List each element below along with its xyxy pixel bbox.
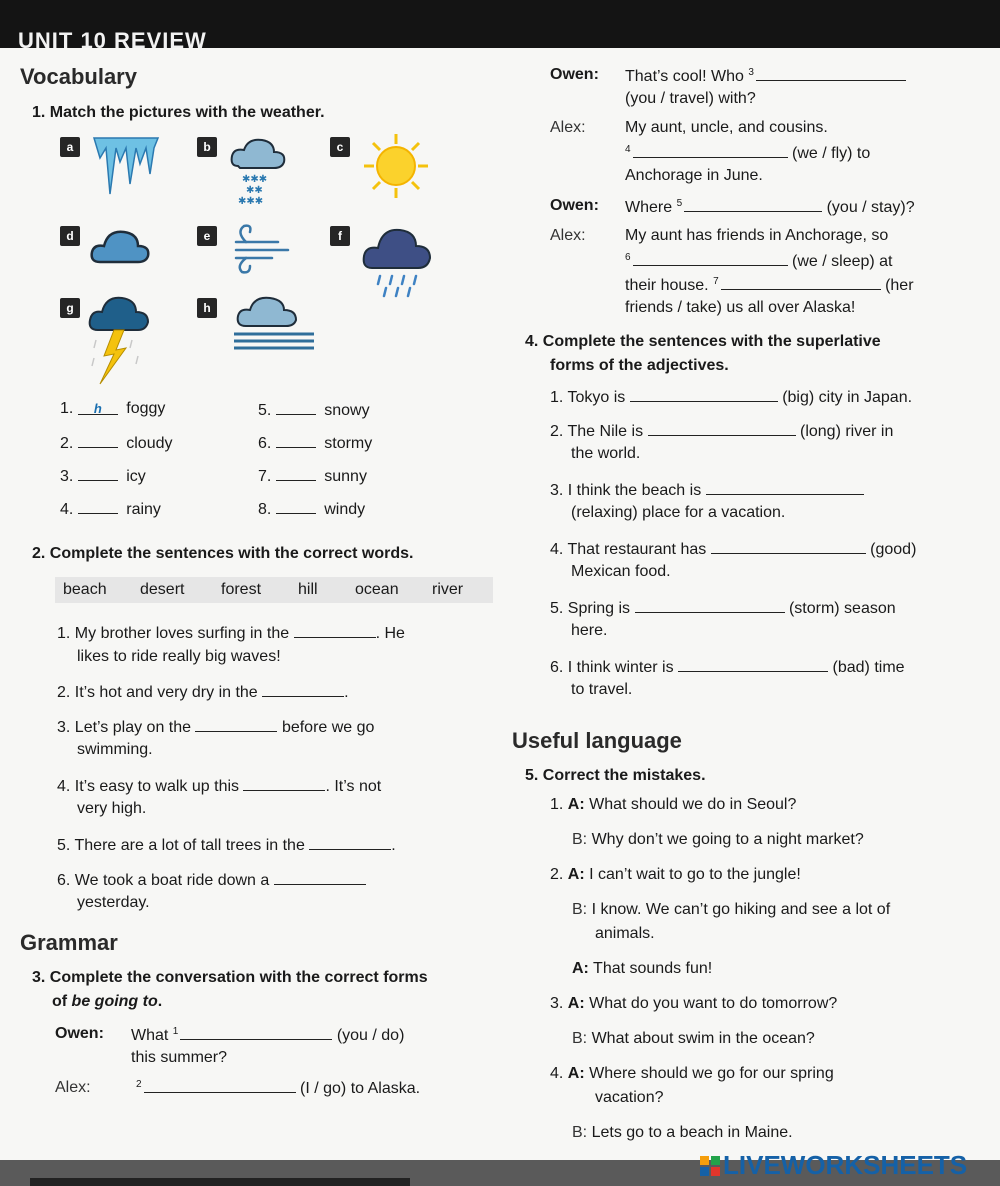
ex4-sentence-3: 3. I think the beach is xyxy=(550,480,864,500)
ex2-sentence-1: 1. My brother loves surfing in the . He xyxy=(57,625,405,642)
word-box xyxy=(55,577,493,603)
word-ocean: ocean xyxy=(355,581,399,598)
ex4-sentence-5: 5. Spring is (storm) season xyxy=(550,600,896,617)
word-river: river xyxy=(432,581,464,598)
speaker-owen-2: Owen: xyxy=(550,66,599,83)
ex5-2-a: 2. A: I can’t wait to go to the jungle! xyxy=(550,866,801,883)
ex5-1-b: B: Why don’t we going to a night market? xyxy=(572,831,864,848)
footer-strip xyxy=(30,1178,410,1186)
ex4-sentence-4-cont: Mexican food. xyxy=(571,563,671,580)
match-item-7: 7. sunny xyxy=(258,468,367,485)
logo-icon xyxy=(700,1156,720,1176)
ex1-title: 1. Match the pictures with the weather. xyxy=(32,104,325,121)
ex2-sentence-6-cont: yesterday. xyxy=(77,894,150,911)
match-item-6: 6. stormy xyxy=(258,435,373,452)
ex4-blank-1[interactable] xyxy=(630,387,778,402)
grammar-heading: Grammar xyxy=(20,930,118,955)
ex4-blank-6[interactable] xyxy=(678,657,828,672)
ex2-title: 2. Complete the sentences with the correct words. xyxy=(32,545,414,562)
ex2-sentence-1-cont: likes to ride really big waves! xyxy=(77,648,281,665)
ex2-sentence-3: 3. Let’s play on the before we go xyxy=(57,719,375,736)
sun-icon xyxy=(362,132,430,200)
speaker-alex-2: Alex: xyxy=(550,119,586,136)
ex4-sentence-5-cont: here. xyxy=(571,622,608,639)
ex4-blank-2[interactable] xyxy=(648,421,796,436)
conv-blank-6[interactable] xyxy=(633,251,788,266)
svg-text:✱✱: ✱✱ xyxy=(246,185,263,196)
match-item-5: 5. snowy xyxy=(258,402,370,419)
ex4-sentence-3-cont: (relaxing) place for a vacation. xyxy=(571,504,786,521)
conv-line-2: $^2$ (I / go) to Alaska. xyxy=(136,1078,421,1097)
ex4-blank-5[interactable] xyxy=(635,598,785,613)
ex5-4-a-cont: vacation? xyxy=(595,1089,664,1106)
ex5-4-a: 4. A: Where should we go for our spring xyxy=(550,1065,834,1082)
picture-label-a: a xyxy=(60,137,80,157)
match-item-3: 3. icy xyxy=(60,468,146,485)
conv-blank-4[interactable] xyxy=(633,143,788,158)
match-item-4: 4. rainy xyxy=(60,501,161,518)
ex3-title-line1: 3. Complete the conversation with the correct forms xyxy=(32,969,428,986)
ex4-sentence-6-cont: to travel. xyxy=(571,681,633,698)
word-forest: forest xyxy=(221,581,262,598)
conv-blank-7[interactable] xyxy=(721,275,881,290)
conv-line-7-end: friends / take) us all over Alaska! xyxy=(625,299,856,316)
picture-label-h: h xyxy=(197,298,217,318)
speaker-owen-3: Owen: xyxy=(550,197,599,214)
ex2-sentence-4-cont: very high. xyxy=(77,800,147,817)
ex5-title: 5. Correct the mistakes. xyxy=(525,767,706,784)
ex2-sentence-2: 2. It’s hot and very dry in the . xyxy=(57,684,349,701)
snow-cloud-icon xyxy=(228,136,288,208)
conv-line-3-cont: (you / travel) with? xyxy=(625,90,756,107)
cloud-icon xyxy=(90,222,152,266)
ex2-sentence-4: 4. It’s easy to walk up this . It’s not xyxy=(57,778,382,795)
conv-line-4-end: Anchorage in June. xyxy=(625,167,763,184)
word-desert: desert xyxy=(140,581,185,598)
unit-title: UNIT 10 REVIEW xyxy=(18,28,207,53)
answer-blank-8[interactable] xyxy=(276,499,316,514)
rain-cloud-icon xyxy=(362,222,434,302)
ex5-1-a: 1. A: What should we do in Seoul? xyxy=(550,796,797,813)
ex2-sentence-6: 6. We took a boat ride down a xyxy=(57,870,366,890)
picture-label-e: e xyxy=(197,226,217,246)
picture-label-f: f xyxy=(330,226,350,246)
vocabulary-heading: Vocabulary xyxy=(20,64,137,89)
ex2-blank-4[interactable] xyxy=(243,776,325,791)
picture-label-b: b xyxy=(197,137,217,157)
storm-cloud-icon xyxy=(88,292,154,388)
conv-line-5: Where $^5$ (you / stay)? xyxy=(625,197,915,216)
ex2-blank-5[interactable] xyxy=(309,835,391,850)
useful-language-heading: Useful language xyxy=(512,728,682,753)
conv-line-4: My aunt, uncle, and cousins. xyxy=(625,119,828,136)
ex4-blank-3[interactable] xyxy=(706,480,864,495)
conv-blank-5[interactable] xyxy=(684,197,822,212)
ex5-4-b: B: Lets go to a beach in Maine. xyxy=(572,1124,793,1141)
fog-icon xyxy=(230,292,318,356)
icicles-icon xyxy=(92,134,162,204)
ex5-3-a: 3. A: What do you want to do tomorrow? xyxy=(550,995,838,1012)
conv-line-7: their house. $^7$ (her xyxy=(625,275,914,294)
answer-blank-4[interactable] xyxy=(78,499,118,514)
match-item-8: 8. windy xyxy=(258,501,366,518)
conv-line-6-cont: $^6$ (we / sleep) at xyxy=(625,251,893,270)
ex4-blank-4[interactable] xyxy=(711,539,866,554)
conv-blank-3[interactable] xyxy=(756,66,906,81)
word-hill: hill xyxy=(298,581,318,598)
match-item-2: 2. cloudy xyxy=(60,435,173,452)
answer-blank-1[interactable]: h xyxy=(78,400,118,415)
ex2-sentence-3-cont: swimming. xyxy=(77,741,153,758)
answer-blank-3[interactable] xyxy=(78,466,118,481)
ex4-sentence-1: 1. Tokyo is (big) city in Japan. xyxy=(550,389,913,406)
ex2-blank-2[interactable] xyxy=(262,682,344,697)
picture-label-g: g xyxy=(60,298,80,318)
match-item-1: 1. h foggy xyxy=(60,400,166,417)
conv-blank-2[interactable] xyxy=(144,1078,296,1093)
speaker-alex-3: Alex: xyxy=(550,227,586,244)
ex4-sentence-6: 6. I think winter is (bad) time xyxy=(550,659,905,676)
conv-blank-1[interactable] xyxy=(180,1025,332,1040)
wind-icon xyxy=(232,222,296,274)
word-beach: beach xyxy=(63,581,107,598)
conv-line-3: That’s cool! Who $^3$ xyxy=(625,66,906,86)
svg-text:✱✱✱: ✱✱✱ xyxy=(238,196,264,207)
answer-blank-7[interactable] xyxy=(276,466,316,481)
ex4-sentence-2: 2. The Nile is (long) river in xyxy=(550,423,894,440)
ex5-2-c: A: That sounds fun! xyxy=(572,960,713,977)
conv-line-1: What $^1$ (you / do) xyxy=(131,1025,405,1044)
answer-blank-6[interactable] xyxy=(276,433,316,448)
answer-blank-2[interactable] xyxy=(78,433,118,448)
picture-label-c: c xyxy=(330,137,350,157)
ex2-blank-3[interactable] xyxy=(195,717,277,732)
conv-line-1-cont: this summer? xyxy=(131,1049,228,1066)
answer-blank-5[interactable] xyxy=(276,400,316,415)
speaker-alex-1: Alex: xyxy=(55,1079,91,1096)
ex2-blank-6[interactable] xyxy=(274,870,366,885)
svg-text:✱✱✱: ✱✱✱ xyxy=(242,174,268,185)
ex2-blank-1[interactable] xyxy=(294,623,376,638)
ex5-2-b: B: I know. We can’t go hiking and see a lot of xyxy=(572,901,891,918)
ex4-title-line2: forms of the adjectives. xyxy=(550,357,729,374)
ex2-sentence-5: 5. There are a lot of tall trees in the . xyxy=(57,837,396,854)
conv-line-4-cont: $^4$ (we / fly) to xyxy=(625,143,871,162)
ex4-title-line1: 4. Complete the sentences with the superlative xyxy=(525,333,881,350)
ex5-3-b: B: What about swim in the ocean? xyxy=(572,1030,815,1047)
picture-label-d: d xyxy=(60,226,80,246)
ex4-sentence-2-cont: the world. xyxy=(571,445,641,462)
liveworksheets-logo: LIVEWORKSHEETS xyxy=(700,1150,967,1181)
ex3-title-line2: of be going to. xyxy=(52,993,163,1010)
ex4-sentence-4: 4. That restaurant has (good) xyxy=(550,541,917,558)
ex5-2-b-cont: animals. xyxy=(595,925,655,942)
conv-line-6: My aunt has friends in Anchorage, so xyxy=(625,227,889,244)
speaker-owen-1: Owen: xyxy=(55,1025,104,1042)
